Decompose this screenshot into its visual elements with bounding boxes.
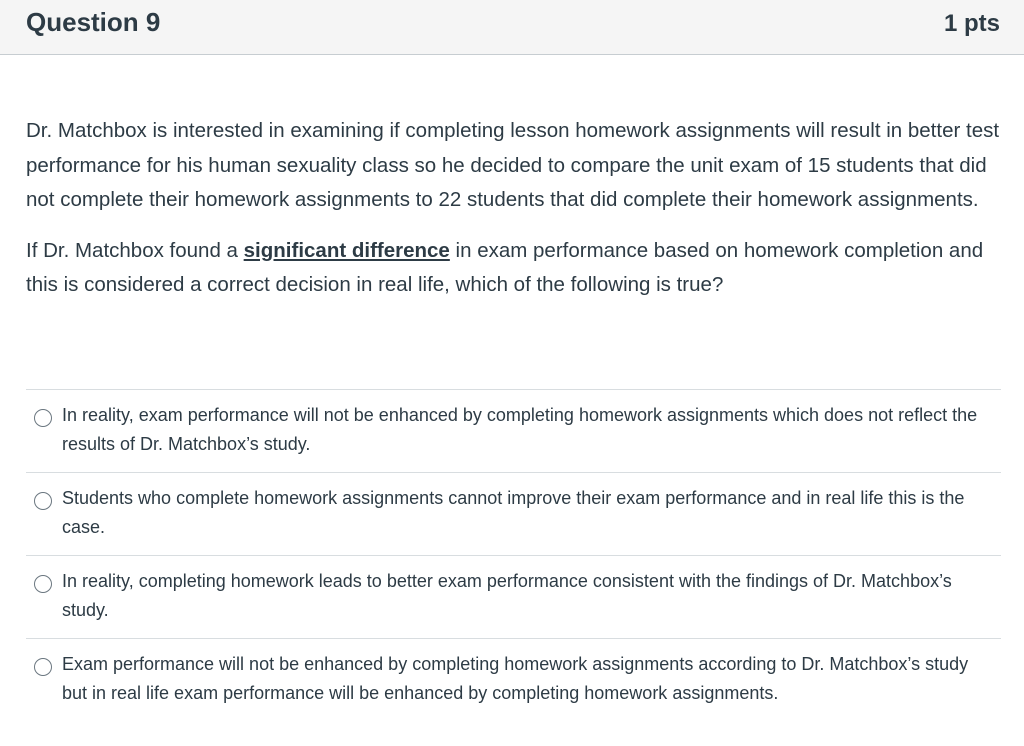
answer-label[interactable]: In reality, completing homework leads to better exam performance consistent with the findings of Dr. Matchbox’s study. <box>62 571 952 620</box>
answer-list <box>26 389 1001 722</box>
answer-label[interactable]: In reality, exam performance will not be enhanced by completing homework assignments which does not reflect the results of Dr. Matchbox’s study. <box>62 405 978 454</box>
question-title: Question 9 <box>26 7 161 37</box>
radio-button[interactable] <box>34 409 52 427</box>
question-prompt <box>26 114 1001 303</box>
answer-option[interactable] <box>26 638 1001 722</box>
prompt-paragraph-2 <box>26 234 1001 303</box>
answer-option[interactable] <box>26 472 1001 555</box>
prompt-text-after: in exam performance based on homework completion and this is considered a correct decision in real life, which of the following is true? <box>26 238 984 296</box>
radio-button[interactable] <box>34 575 52 593</box>
question-points: 1 pts <box>943 10 1000 37</box>
radio-button[interactable] <box>34 658 52 676</box>
answer-label[interactable]: Exam performance will not be enhanced by completing homework assignments according to Dr. Matchbox’s study but in real life exam performance will be enhanced by completing homework assignments. <box>62 654 969 703</box>
answer-option[interactable] <box>26 389 1001 472</box>
prompt-paragraph-1: Dr. Matchbox is interested in examining if completing lesson homework assignments will result in better test performance for his human sexuality class so he decided to compare the unit exam of 15 students that did not complete their homework assignments to 22 students that did complete their homework assignments. <box>26 119 1000 211</box>
answer-label[interactable]: Students who complete homework assignments cannot improve their exam performance and in real life this is the case. <box>62 488 965 537</box>
answer-option[interactable] <box>26 555 1001 638</box>
prompt-text-before: If Dr. Matchbox found a <box>26 238 244 262</box>
radio-button[interactable] <box>34 492 52 510</box>
prompt-emphasis: significant difference <box>243 238 450 262</box>
question-header <box>0 0 1024 55</box>
